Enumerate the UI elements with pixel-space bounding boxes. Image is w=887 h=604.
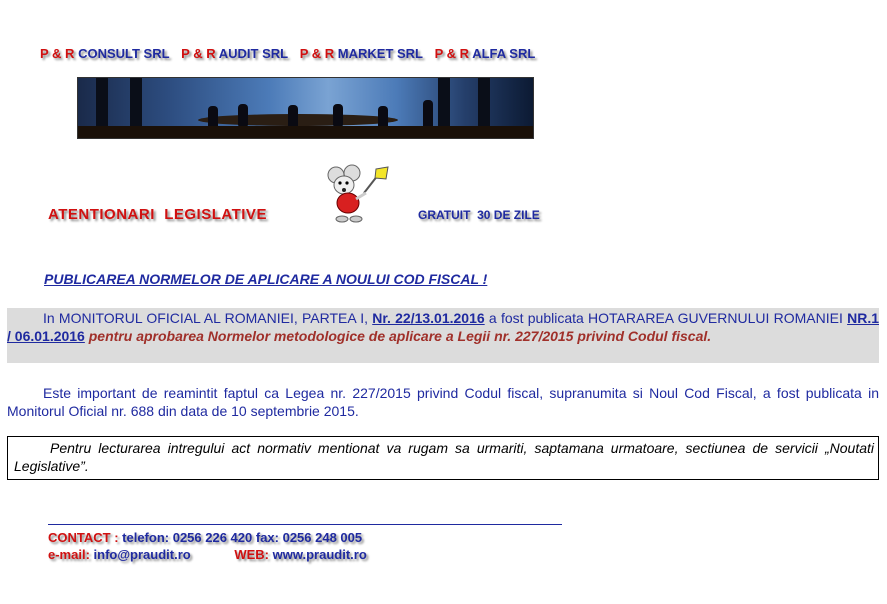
office-banner-image <box>77 77 534 139</box>
publication-paragraph: In MONITORUL OFICIAL AL ROMANIEI, PARTEA I, Nr. 22/13.01.2016 a fost publicata HOTARAREA GUVERNULUI ROMANIEI NR.1 / 06.01.2016 pentru aprobarea Normelor metodologice de aplicare a Legii nr. 227/2015 privind Codul fiscal. <box>7 310 879 344</box>
free-trial-label: GRATUIT 30 DE ZILE <box>418 208 540 222</box>
hg-number-link[interactable]: NR.1 / 06.01.2016 <box>7 310 879 344</box>
website-link[interactable]: www.praudit.ro <box>272 547 367 562</box>
monitor-number-link[interactable]: Nr. 22/13.01.2016 <box>372 310 485 326</box>
company-alfa: P & R ALFA SRL <box>434 46 536 61</box>
company-market: P & R MARKET SRL <box>299 46 423 61</box>
contact-block <box>48 529 367 563</box>
contact-divider <box>48 524 562 525</box>
reminder-paragraph: Este important de reamintit faptul ca Legea nr. 227/2015 privind Codul fiscal, supranumita si Noul Cod Fiscal, a fost publicata in Monitorul Oficial nr. 688 din data de 10 septembrie 2015. <box>7 385 879 419</box>
company-audit: P & R AUDIT SRL <box>181 46 289 61</box>
email-link[interactable]: info@praudit.ro <box>93 547 191 562</box>
contact-line-web: e-mail: info@praudit.ro WEB: www.praudit.ro <box>48 547 367 562</box>
alerts-title: ATENTIONARI LEGISLATIVE <box>48 206 267 223</box>
company-list <box>40 46 543 61</box>
phone-number: telefon: 0256 226 420 <box>122 530 253 545</box>
notice-box: Pentru lecturarea intregului act normativ mentionat va rugam sa urmariti, saptamana urmatoare, sectiunea de servicii „Noutati Legislative”. <box>7 436 879 480</box>
fax-number: fax: 0256 248 005 <box>255 530 363 545</box>
company-consult: P & R CONSULT SRL <box>40 46 170 61</box>
mascot-mouse-icon <box>322 163 394 225</box>
contact-line-phone: CONTACT : telefon: 0256 226 420 fax: 0256 248 005 <box>48 530 363 545</box>
article-headline: PUBLICAREA NORMELOR DE APLICARE A NOULUI COD FISCAL ! <box>44 271 488 287</box>
